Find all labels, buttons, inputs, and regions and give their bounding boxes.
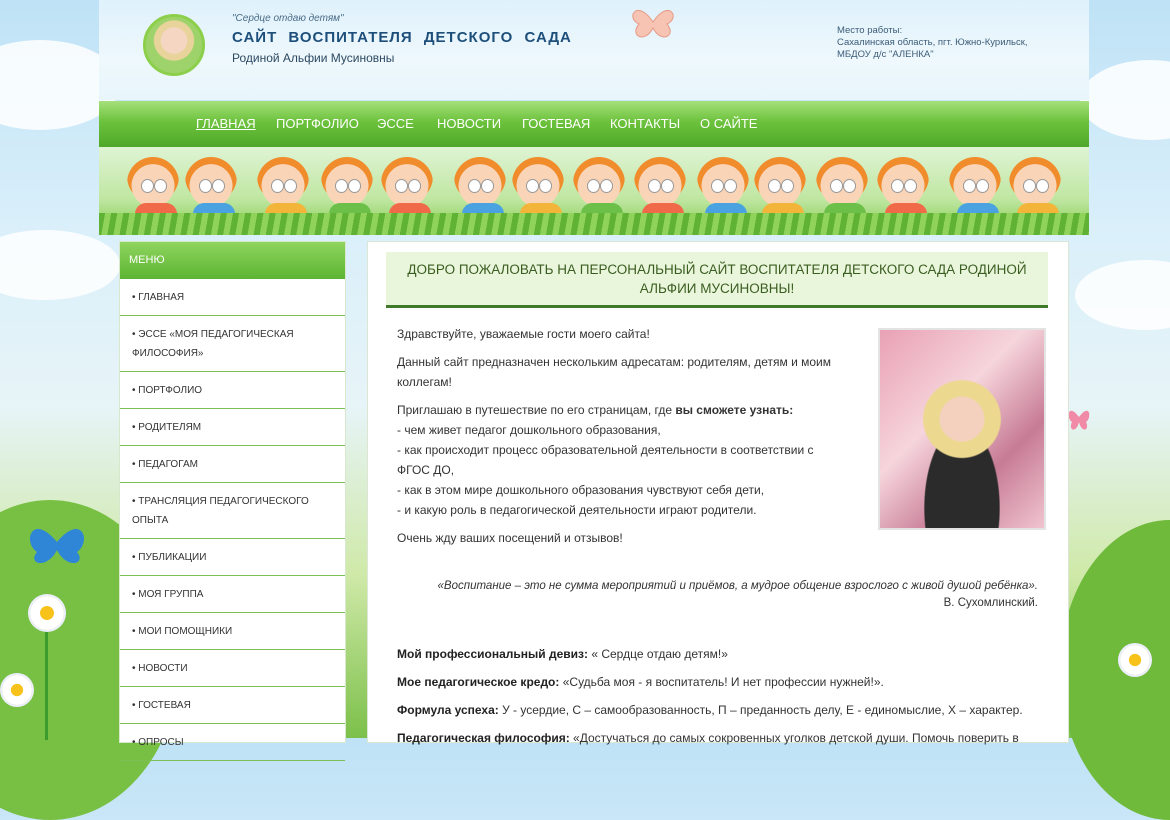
workplace-location: Сахалинская область, пгт. Южно-Курильск, (837, 37, 1028, 48)
pedagogical-credo (397, 675, 1042, 689)
sidebar-item-guestbook[interactable]: • ГОСТЕВАЯ (120, 687, 345, 724)
pedagogical-philosophy (397, 731, 1042, 745)
child-illustration (257, 157, 309, 209)
bullet-item: - и какую роль в педагогической деятельности играют родители. (397, 503, 757, 517)
nav-guestbook-link[interactable]: ГОСТЕВАЯ (522, 116, 591, 131)
child-illustration (634, 157, 686, 209)
bullet-item: - чем живет педагог дошкольного образования, (397, 423, 661, 437)
sidebar-item-teachers[interactable]: • ПЕДАГОГАМ (120, 446, 345, 483)
child-illustration (697, 157, 749, 209)
bullet-item: - как происходит процесс образовательной деятельности в соответствии с ФГОС ДО, (397, 443, 814, 477)
bullet-item: - как в этом мире дошкольного образования чувствуют себя дети, (397, 483, 765, 497)
header-motto: "Сердце отдаю детям" (232, 13, 344, 24)
site-title: САЙТ ВОСПИТАТЕЛЯ ДЕТСКОГО САДА (232, 29, 572, 46)
site-wrapper (99, 0, 1089, 748)
sidebar-item-my-group[interactable]: • МОЯ ГРУППА (120, 576, 345, 613)
child-illustration (754, 157, 806, 209)
intro-text (397, 324, 847, 556)
waiting-text: Очень жду ваших посещений и отзывов! (397, 531, 623, 545)
child-illustration (381, 157, 433, 209)
nav-portfolio-link[interactable]: ПОРТФОЛИО (276, 116, 359, 131)
butterfly-icon (627, 0, 679, 42)
author-photo (878, 328, 1046, 530)
sidebar-item-portfolio[interactable]: • ПОРТФОЛИО (120, 372, 345, 409)
child-illustration (127, 157, 179, 209)
child-illustration (454, 157, 506, 209)
workplace-label: Место работы: (837, 25, 903, 36)
daisy-icon (2, 675, 32, 705)
motto-value: « Сердце отдаю детям!» (588, 647, 728, 661)
sidebar-item-helpers[interactable]: • МОИ ПОМОЩНИКИ (120, 613, 345, 650)
child-illustration (949, 157, 1001, 209)
sidebar-item-essay[interactable]: • ЭССЕ «МОЯ ПЕДАГОГИЧЕСКАЯ ФИЛОСОФИЯ» (120, 316, 345, 372)
banner-grass (99, 213, 1089, 235)
welcome-heading: ДОБРО ПОЖАЛОВАТЬ НА ПЕРСОНАЛЬНЫЙ САЙТ ВОСПИТАТЕЛЯ ДЕТСКОГО САДА РОДИНОЙ АЛЬФИИ МУСИНОВНЫ! (386, 252, 1048, 308)
daisy-icon (1120, 645, 1150, 675)
child-illustration (573, 157, 625, 209)
motto-label: Мой профессиональный девиз: (397, 647, 588, 661)
background-cloud (1080, 60, 1170, 140)
workplace-info (837, 25, 1067, 61)
quote-text: «Воспитание – это не сумма мероприятий и приёмов, а мудрое общение взрослого с живой душой ребёнка». (437, 580, 1038, 592)
philosophy-label: Педагогическая философия: (397, 731, 570, 745)
child-illustration (185, 157, 237, 209)
site-header (99, 0, 1089, 100)
main-content (367, 241, 1069, 743)
background-cloud (1075, 260, 1170, 330)
invite-text: Приглашаю в путешествие по его страницам, где (397, 403, 676, 417)
sidebar-item-polls[interactable]: • ОПРОСЫ (120, 724, 345, 761)
nav-essay-link[interactable]: ЭССЕ (377, 116, 414, 131)
success-formula (397, 703, 1042, 717)
credo-value: «Судьба моя - я воспитатель! И нет профессии нужней!». (559, 675, 884, 689)
sidebar-menu-title: МЕНЮ (120, 242, 345, 279)
quote-author: В. Сухомлинский. (943, 597, 1038, 609)
sidebar-item-publications[interactable]: • ПУБЛИКАЦИИ (120, 539, 345, 576)
sidebar-menu (119, 241, 346, 748)
nav-home-link[interactable]: ГЛАВНАЯ (196, 116, 256, 131)
greeting-text: Здравствуйте, уважаемые гости моего сайта! (397, 327, 650, 341)
nav-contacts-link[interactable]: КОНТАКТЫ (610, 116, 681, 131)
children-banner (99, 147, 1089, 235)
formula-value: У - усердие, С – самообразованность, П – преданность делу, Е - единомыслие, Х – характер. (498, 703, 1023, 717)
nav-about-link[interactable]: О САЙТЕ (700, 116, 758, 131)
invite-bold-text: вы сможете узнать: (675, 403, 794, 417)
child-illustration (816, 157, 868, 209)
credo-label: Мое педагогическое кредо: (397, 675, 560, 689)
formula-label: Формула успеха: (397, 703, 499, 717)
child-illustration (321, 157, 373, 209)
child-illustration (877, 157, 929, 209)
professional-motto (397, 647, 1042, 661)
child-illustration (512, 157, 564, 209)
sidebar-item-home[interactable]: • ГЛАВНАЯ (120, 279, 345, 316)
main-navigation (99, 101, 1089, 147)
child-illustration (1009, 157, 1061, 209)
site-subtitle: Родиной Альфии Мусиновны (232, 51, 395, 65)
sidebar-item-parents[interactable]: • РОДИТЕЛЯМ (120, 409, 345, 446)
workplace-organization: МБДОУ д/с "АЛЕНКА" (837, 49, 934, 60)
nav-news-link[interactable]: НОВОСТИ (437, 116, 502, 131)
daisy-icon (30, 596, 64, 630)
sidebar-item-experience[interactable]: • ТРАНСЛЯЦИЯ ПЕДАГОГИЧЕСКОГО ОПЫТА (120, 483, 345, 539)
author-avatar (143, 14, 205, 76)
audience-text: Данный сайт предназначен нескольким адресатам: родителям, детям и моим коллегам! (397, 355, 831, 389)
blue-butterfly-icon (22, 512, 92, 570)
sidebar-item-news[interactable]: • НОВОСТИ (120, 650, 345, 687)
invite-paragraph (397, 400, 847, 420)
philosophy-value: «Достучаться до самых сокровенных уголков детской души. Помочь поверить в (569, 731, 1019, 745)
